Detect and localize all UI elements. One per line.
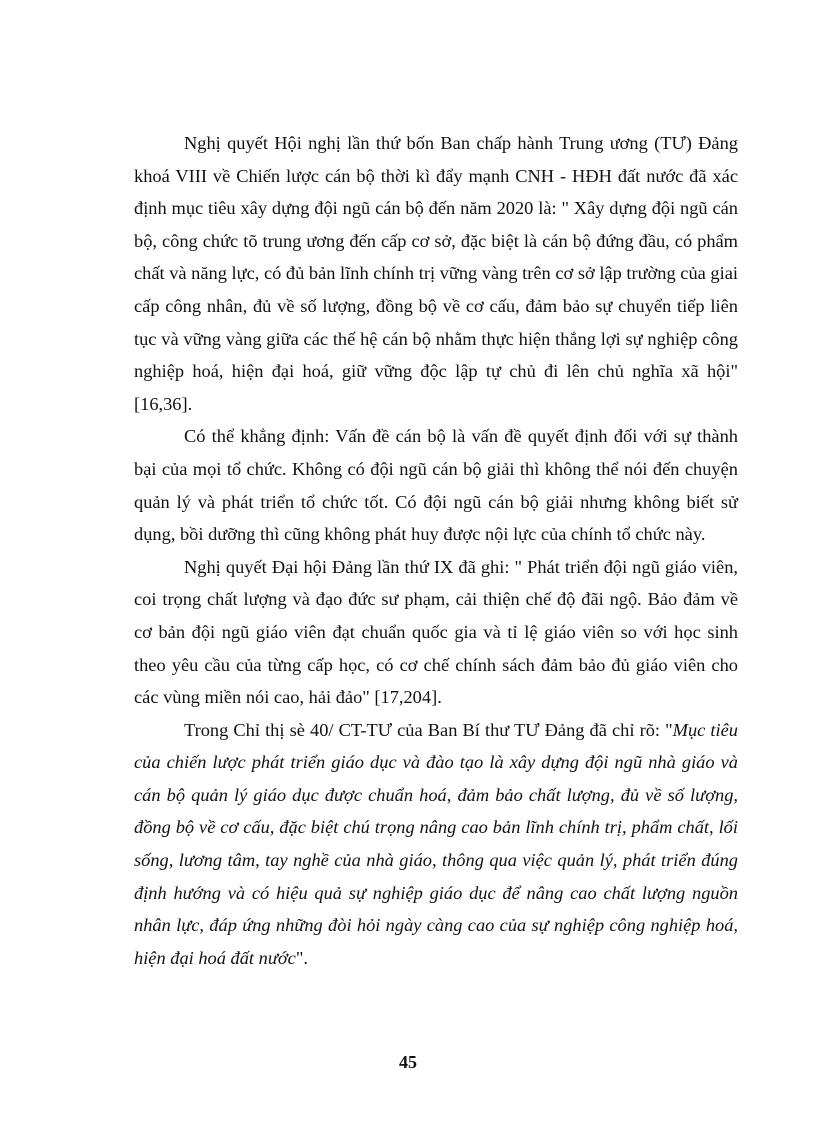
paragraph-congress-ix: Nghị quyết Đại hội Đảng lần thứ IX đã ghi: " Phát triển đội ngũ giáo viên, coi trọng chất lượng và đạo đức sư phạm, cải thiện chế độ đãi ngộ. Bảo đảm về cơ bản đội ngũ giáo viên đạt chuẩn quốc gia và tỉ lệ giáo viên so với học sinh theo yêu cầu của từng cấp học, có cơ chế chính sách đảm bảo đủ giáo viên cho các vùng miền nói cao, hải đảo" [17,204]. [134,556,738,708]
paragraph-strategy-resolution: Nghị quyết Hội nghị lần thứ bốn Ban chấp hành Trung ương (TƯ) Đảng khoá VIII về Chiến lược cán bộ thời kì đẩy mạnh CNH - HĐH đất nước đã xác định mục tiêu xây dựng đội ngũ cán bộ đến năm 2020 là: " Xây dựng đội ngũ cán bộ, công chức tõ trung ương đến cấp cơ sở, đặc biệt là cán bộ đứng đầu, có phẩm chất và năng lực, có đủ bản lĩnh chính trị vững vàng trên cơ sở lập trường của giai cấp công nhân, đủ về số lượng, đồng bộ về cơ cấu, đảm bảo sự chuyển tiếp liên tục và vững vàng giữa các thế hệ cán bộ nhằm thực hiện thắng lợi sự nghiệp công nghiệp hoá, hiện đại hoá, giữ vững độc lập tự chủ đi lên chủ nghĩa xã hội" [16,36]. [134,133,738,414]
directive-lead-text: Trong Chỉ thị sè 40/ CT-TƯ của Ban Bí thư TƯ Đảng đã chỉ rõ: " [184,719,673,740]
page-number: 45 [399,1052,417,1072]
directive-quote-text: Mục tiêu của chiến lược phát triển giáo dục và đào tạo là xây dựng đội ngũ nhà giáo và cán bộ quản lý giáo dục được chuẩn hoá, đảm bảo chất lượng, đủ về số lượng, đồng bộ về cơ cấu, đặc biệt chú trọng nâng cao bản lĩnh chính trị, phẩm chất, lối sống, lương tâm, tay nghề của nhà giáo, thông qua việc quản lý, phát triển đúng định hướng và có hiệu quả sự nghiệp giáo dục để nâng cao chất lượng nguồn nhân lực, đáp ứng những đòi hỏi ngày càng cao của sự nghiệp công nghiệp hoá, hiện đại hoá đất nước [134,719,738,968]
paragraph-cadre-importance: Có thể khẳng định: Vấn đề cán bộ là vấn đề quyết định đối với sự thành bại của mọi tổ chức. Không có đội ngũ cán bộ giải thì không thể nói đến chuyện quản lý và phát triển tổ chức tốt. Có đội ngũ cán bộ giải nhưng không biết sử dụng, bồi dưỡng thì cũng không phát huy được nội lực của chính tổ chức này. [134,426,738,545]
directive-tail-text: ". [295,947,308,968]
body-text [134,127,738,974]
paragraph-directive-40 [134,714,738,975]
